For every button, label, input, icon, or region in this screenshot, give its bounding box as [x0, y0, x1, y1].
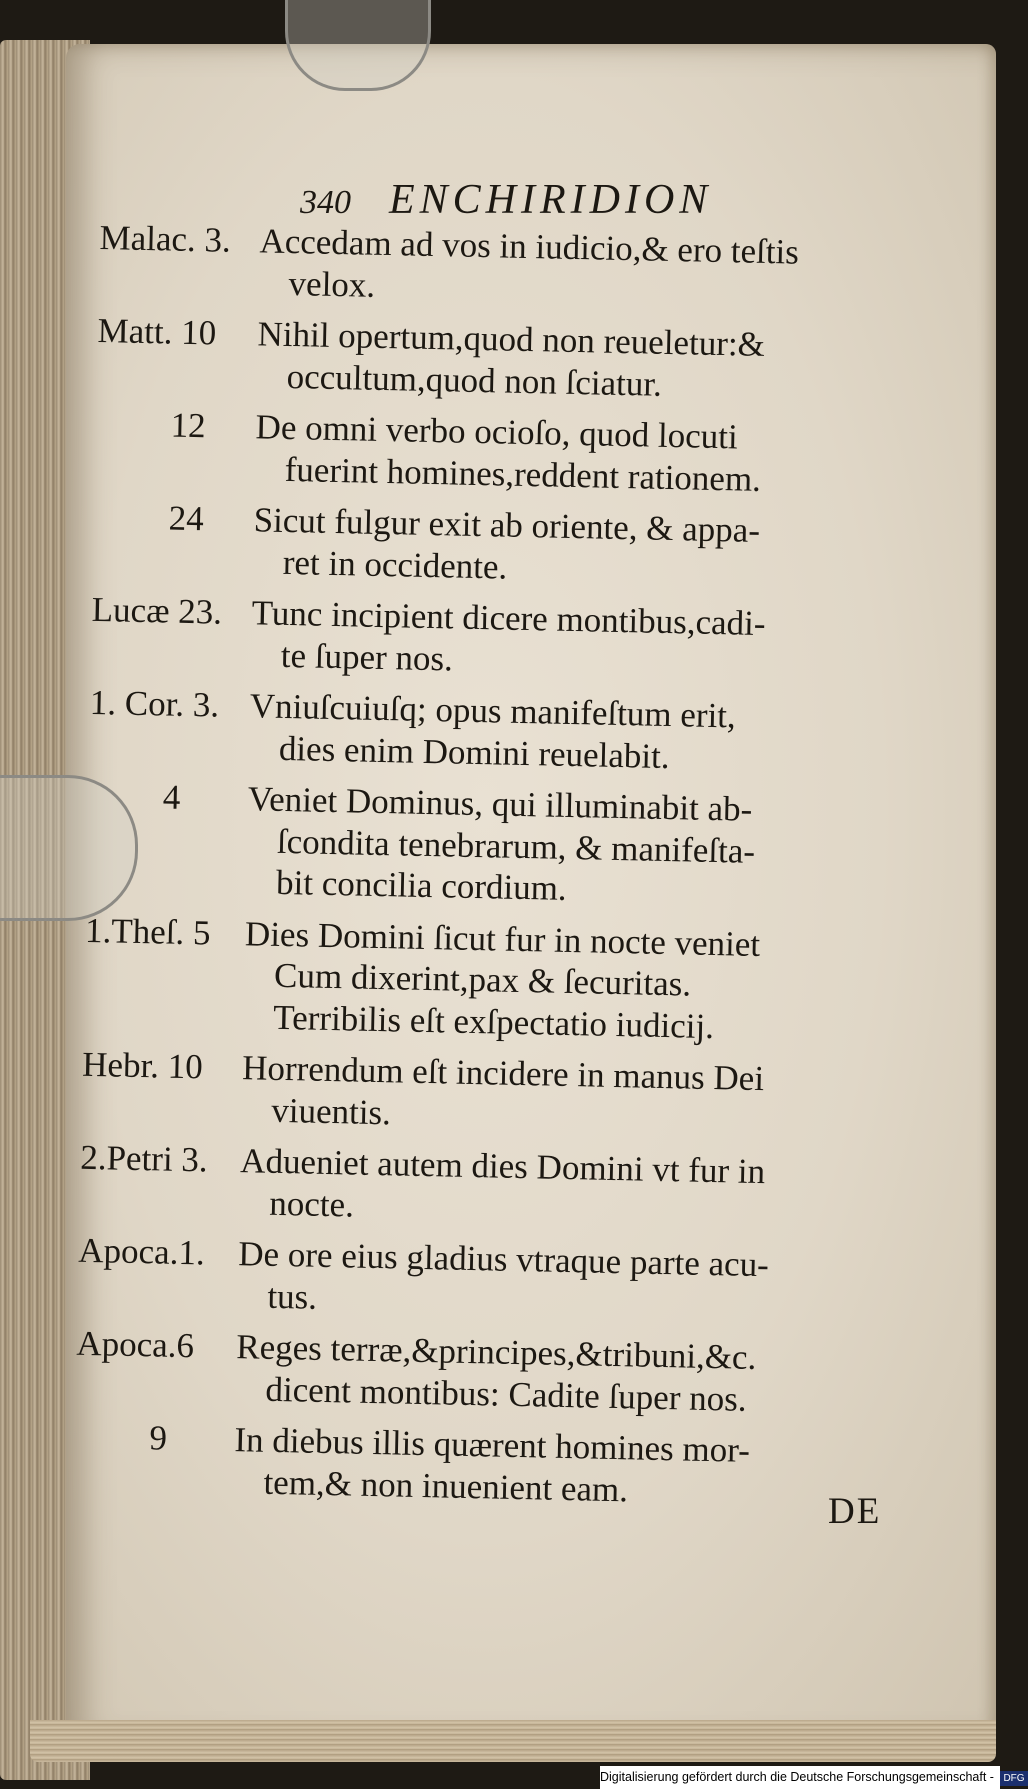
- scripture-reference: 1.Theſ. 5: [84, 910, 211, 952]
- page-holder-clip-top: [285, 0, 431, 91]
- scripture-reference: 4: [162, 777, 181, 817]
- verse-line: dicent montibus: Cadite ſuper nos.: [265, 1369, 748, 1419]
- verse-line: bit concilia cordium.: [275, 862, 568, 908]
- verse-line: Veniet Dominus, qui illuminabit ab-: [247, 779, 753, 829]
- verse-line: tus.: [267, 1276, 318, 1317]
- verse-line: ſcondita tenebrarum, & manifeſta-: [276, 821, 756, 871]
- verse-line: De omni verbo ocioſo, quod locuti: [255, 407, 739, 457]
- scripture-reference: 1. Cor. 3.: [89, 682, 220, 725]
- scripture-reference: 24: [168, 498, 205, 539]
- verse-line: ret in occidente.: [282, 542, 508, 587]
- verse-line: velox.: [288, 263, 376, 305]
- verse-line: Tunc incipient dicere montibus,cadi-: [251, 593, 766, 644]
- book-bottom-edges: [30, 1720, 996, 1762]
- digitization-credit: [600, 1766, 1025, 1789]
- scripture-reference: 12: [170, 405, 207, 446]
- credit-text: Digitalisierung gefördert durch die Deutsche Forschungsgemeinschaft -: [600, 1770, 994, 1784]
- page-number: 340: [300, 184, 351, 221]
- running-head: [300, 176, 712, 224]
- verse-line: nocte.: [269, 1183, 355, 1225]
- verse-line: Dies Domini ſicut fur in nocte veniet: [244, 913, 761, 964]
- main-text-block: [72, 218, 939, 1555]
- scripture-reference: Apoca.1.: [77, 1230, 206, 1273]
- verse-line: occultum,quod non ſciatur.: [286, 356, 663, 404]
- dfg-logo: DFG: [1000, 1771, 1027, 1786]
- scripture-reference: Lucæ 23.: [91, 589, 223, 632]
- verse-line: De ore eius gladius vtraque parte acu-: [237, 1234, 770, 1285]
- scripture-reference: 9: [149, 1418, 168, 1458]
- verse-line: Terribilis eſt exſpectatio iudicij.: [272, 997, 715, 1046]
- verse-line: Nihil opertum,quod non reueletur:&: [257, 314, 766, 364]
- verse-line: Cum dixerint,pax & ſecuritas.: [273, 955, 692, 1004]
- scripture-reference: Apoca.6: [76, 1323, 195, 1366]
- catchword: DE: [828, 1491, 882, 1532]
- verse-line: Vniuſcuiuſq; opus manifeſtum erit,: [249, 686, 737, 736]
- verse-line: tem,& non inuenient eam.: [263, 1462, 629, 1509]
- verse-line: viuentis.: [270, 1090, 392, 1132]
- verse-line: dies enim Domini reuelabit.: [278, 728, 671, 776]
- verse-line: Horrendum eſt incidere in manus Dei: [241, 1048, 765, 1099]
- verse-line: Sicut fulgur exit ab oriente, & appa-: [253, 500, 761, 550]
- verse-line: Accedam ad vos in iudicio,& ero teſtis: [259, 221, 800, 272]
- verse-line: te ſuper nos.: [280, 635, 454, 678]
- verse-line: Adueniet autem dies Domini vt fur in: [239, 1141, 766, 1192]
- verse-line: In diebus illis quærent homines mor-: [234, 1420, 751, 1470]
- scripture-reference: 2.Petri 3.: [79, 1137, 209, 1180]
- running-title: ENCHIRIDION: [389, 177, 713, 223]
- scripture-reference: Malac. 3.: [99, 218, 232, 260]
- verse-line: fuerint homines,reddent rationem.: [284, 449, 762, 499]
- verse-line: Reges terræ,&principes,&tribuni,&c.: [235, 1327, 757, 1377]
- scripture-reference: Matt. 10: [97, 310, 217, 353]
- scripture-reference: Hebr. 10: [81, 1044, 204, 1087]
